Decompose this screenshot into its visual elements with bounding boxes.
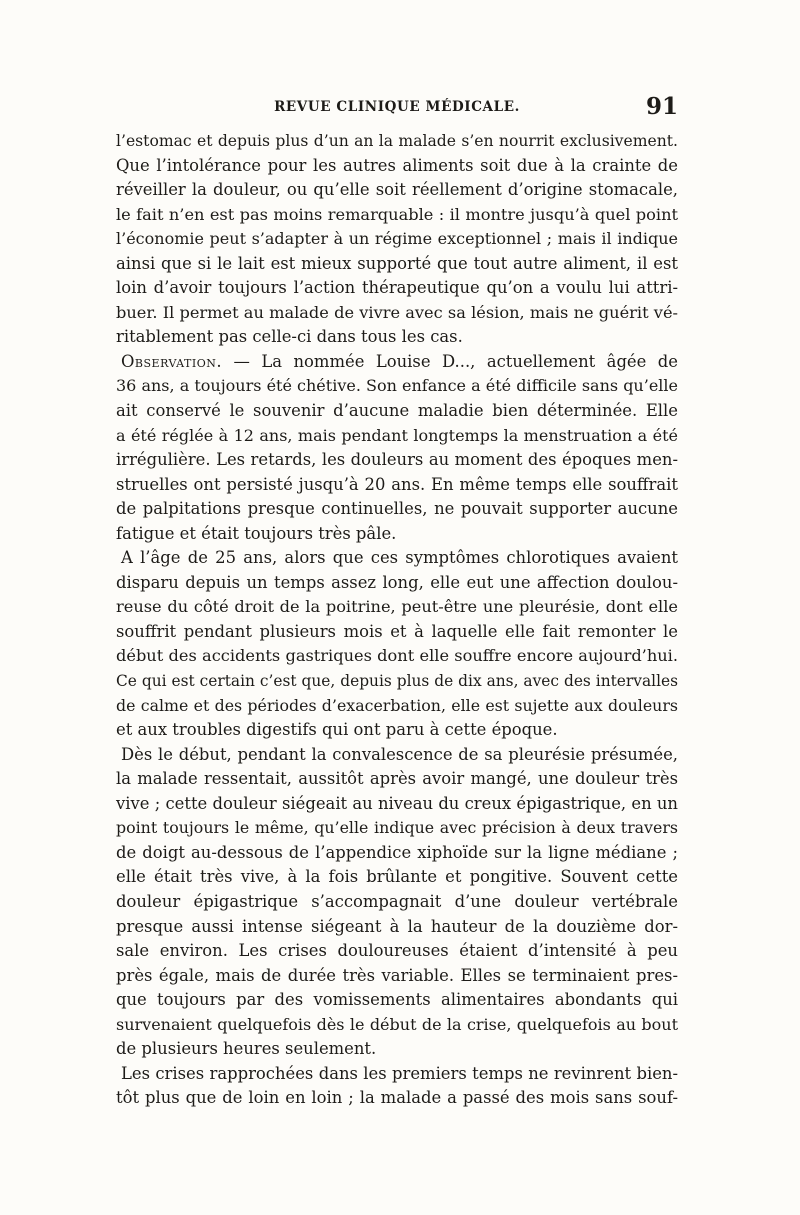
text-line: loin d’avoir toujours l’action thérapeutique qu’on a voulu lui attri- [116, 278, 678, 298]
text-line: début des accidents gastriques dont elle souffre encore aujourd’hui. [116, 646, 678, 666]
text-line: de plusieurs heures seulement. [116, 1039, 377, 1059]
text-line: A l’âge de 25 ans, alors que ces symptômes chlorotiques avaient [121, 548, 678, 568]
text-line: irrégulière. Les retards, les douleurs au moment des époques men- [116, 450, 678, 470]
text-line: de doigt au-dessous de l’appendice xiphoïde sur la ligne médiane ; [116, 842, 678, 862]
text-line: Ce qui est certain c’est que, depuis plus de dix ans, avec des intervalles [116, 672, 678, 691]
text-line: Que l’intolérance pour les autres aliments soit due à la crainte de [116, 155, 678, 175]
text-line: reuse du côté droit de la poitrine, peut-être une pleurésie, dont elle [116, 597, 678, 617]
page-number: 91 [645, 93, 678, 120]
text-line: et aux troubles digestifs qui ont paru à cette époque. [116, 720, 558, 740]
text-line: struelles ont persisté jusqu’à 20 ans. En même temps elle souffrait [116, 474, 678, 494]
running-title: REVUE CLINIQUE MÉDICALE. [274, 99, 520, 115]
text-line: douleur épigastrique s’accompagnait d’une douleur vertébrale [116, 891, 678, 911]
text-line: la malade ressentait, aussitôt après avoir mangé, une douleur très [116, 769, 678, 789]
text-line: disparu depuis un temps assez long, elle eut une affection doulou- [116, 572, 678, 592]
text-line: fatigue et était toujours très pâle. [116, 523, 397, 543]
text-line: ainsi que si le lait est mieux supporté que tout autre aliment, il est [116, 253, 678, 273]
text-line: point toujours le même, qu’elle indique avec précision à deux travers [116, 818, 678, 838]
text-line: de palpitations presque continuelles, ne pouvait supporter aucune [116, 499, 678, 519]
observation-text: — La nommée Louise D..., actuellement âgée de [233, 351, 678, 371]
text-line: ait conservé le souvenir d’aucune maladie bien déterminée. Elle [116, 401, 678, 421]
text-line: tôt plus que de loin en loin ; la malade a passé des mois sans souf- [116, 1088, 678, 1108]
text-line: 36 ans, a toujours été chétive. Son enfance a été difficile sans qu’elle [116, 376, 678, 396]
text-line: a été réglée à 12 ans, mais pendant longtemps la menstruation a été [116, 425, 678, 445]
text-line: que toujours par des vomissements alimentaires abondants qui [116, 990, 678, 1010]
running-header [116, 93, 678, 123]
body-text [116, 129, 678, 1111]
text-line: Dès le début, pendant la convalescence de sa pleurésie présumée, [121, 744, 678, 764]
text-line: ritablement pas celle-ci dans tous les cas. [116, 327, 463, 347]
text-line: vive ; cette douleur siégeait au niveau du creux épigastrique, en un [116, 793, 678, 813]
text-line: de calme et des périodes d’exacerbation, elle est sujette aux douleurs [116, 695, 678, 715]
text-line: près égale, mais de durée très variable. Elles se terminaient pres- [116, 965, 678, 985]
observation-label: Observation. [121, 351, 223, 371]
text-line: sale environ. Les crises douloureuses étaient d’intensité à peu [116, 941, 678, 961]
text-line: elle était très vive, à la fois brûlante et pongitive. Souvent cette [116, 867, 678, 887]
text-line: presque aussi intense siégeant à la hauteur de la douzième dor- [116, 916, 678, 936]
text-line: le fait n’en est pas moins remarquable : il montre jusqu’à quel point [116, 204, 678, 224]
observation-line [116, 350, 678, 375]
text-line: buer. Il permet au malade de vivre avec sa lésion, mais ne guérit vé- [116, 302, 678, 322]
text-line: survenaient quelquefois dès le début de la crise, quelquefois au bout [116, 1014, 678, 1034]
text-line: souffrit pendant plusieurs mois et à laquelle elle fait remonter le [116, 621, 678, 641]
text-line: Les crises rapprochées dans les premiers temps ne revinrent bien- [121, 1063, 678, 1083]
text-line: réveiller la douleur, ou qu’elle soit réellement d’origine stomacale, [116, 180, 678, 200]
text-line: l’économie peut s’adapter à un régime exceptionnel ; mais il indique [116, 229, 678, 249]
text-line: l’estomac et depuis plus d’un an la malade s’en nourrit exclusivement. [116, 132, 678, 150]
